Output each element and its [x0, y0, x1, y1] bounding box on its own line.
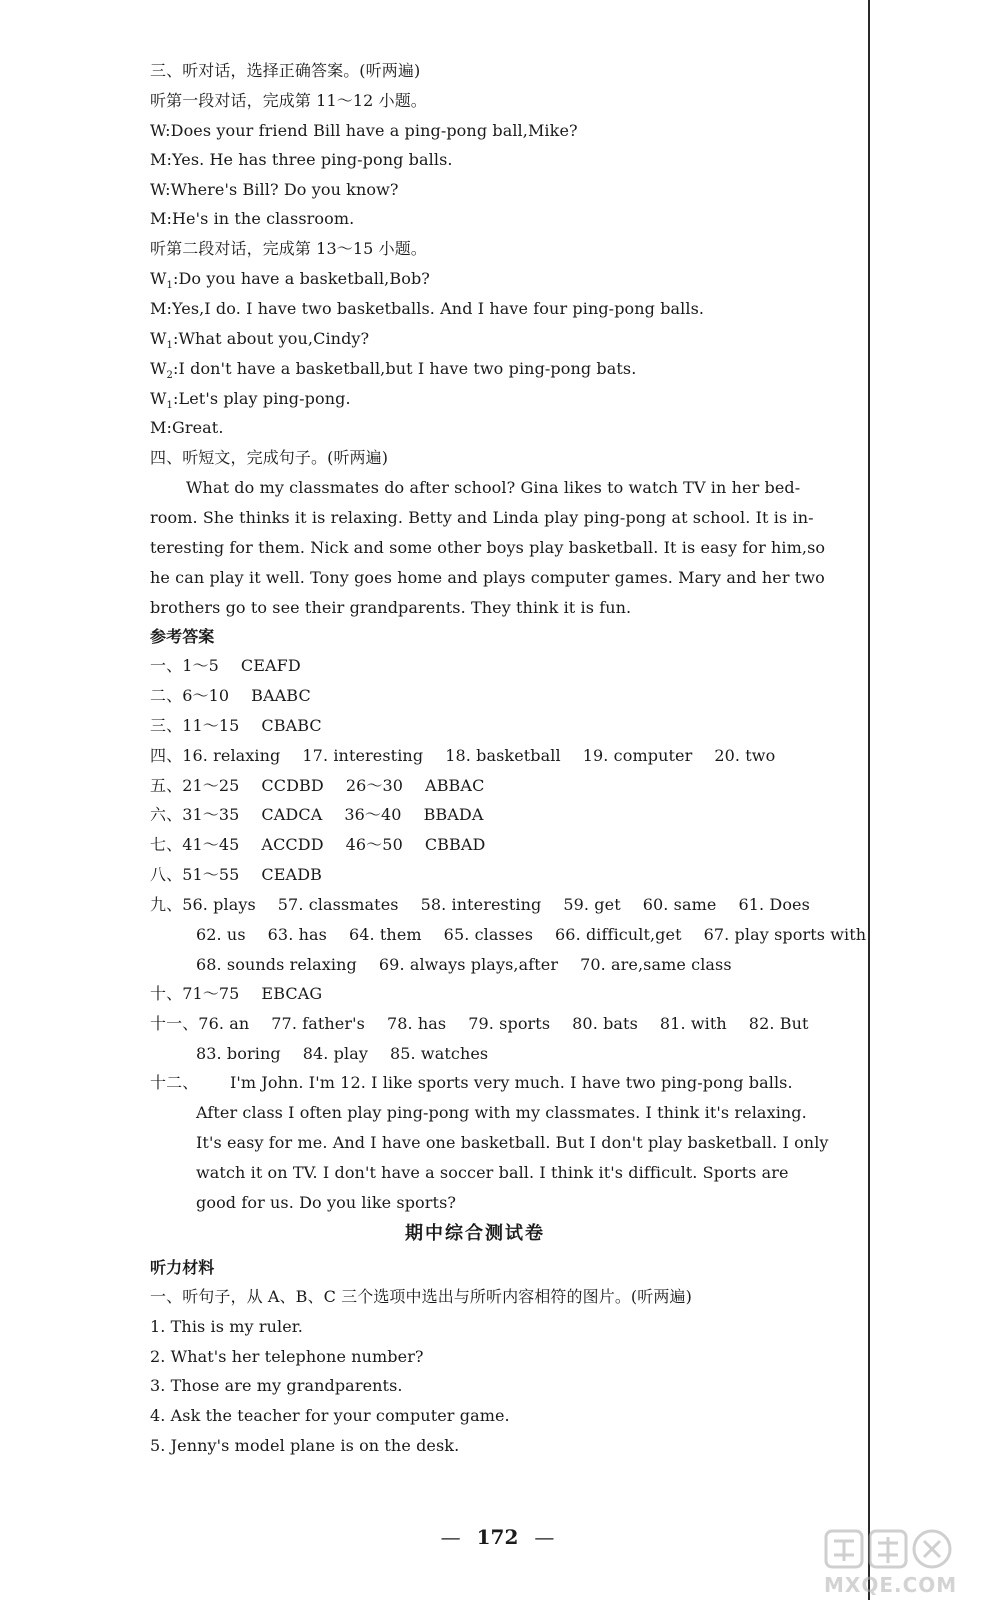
- dialogue2-line: M:Yes,I do. I have two basketballs. And I have four ping-pong balls.: [150, 299, 705, 318]
- midterm-item: 5. Jenny's model plane is on the desk.: [150, 1436, 460, 1455]
- midterm-item: 4. Ask the teacher for your computer game.: [150, 1406, 510, 1425]
- section3-heading: 三、听对话，选择正确答案。(听两遍): [150, 61, 421, 80]
- watermark-icon: [820, 1525, 990, 1575]
- answer-row: 十、71～75 EBCAG: [150, 984, 323, 1003]
- answer-row: 四、16. relaxing 17. interesting 18. basketball 19. computer 20. two: [150, 746, 776, 765]
- answer-row: 68. sounds relaxing 69. always plays,after 70. are,same class: [196, 955, 732, 974]
- dialogue1-intro: 听第一段对话，完成第 11～12 小题。: [150, 91, 427, 110]
- answer-row: 十一、76. an 77. father's 78. has 79. sports 80. bats 81. with 82. But: [150, 1014, 809, 1033]
- midterm-item: 1. This is my ruler.: [150, 1317, 303, 1336]
- midterm-section1-heading: 一、听句子，从 A、B、C 三个选项中选出与所听内容相符的图片。(听两遍): [150, 1287, 692, 1306]
- answer-row: 九、56. plays 57. classmates 58. interesting 59. get 60. same 61. Does: [150, 895, 810, 914]
- page-number: — 172 —: [440, 1525, 555, 1549]
- midterm-item: 3. Those are my grandparents.: [150, 1376, 403, 1395]
- dialogue1-line: M:Yes. He has three ping-pong balls.: [150, 150, 453, 169]
- passage-line: What do my classmates do after school? Gina likes to watch TV in her bed-: [186, 478, 801, 497]
- dialogue1-line: W:Where's Bill? Do you know?: [150, 180, 399, 199]
- answer-row: 三、11～15 CBABC: [150, 716, 322, 735]
- answer-row: 83. boring 84. play 85. watches: [196, 1044, 489, 1063]
- midterm-item: 2. What's her telephone number?: [150, 1347, 424, 1366]
- answer-row: 二、6～10 BAABC: [150, 686, 311, 705]
- dialogue2-line: $W_1:What$ about you,Cindy?: [150, 329, 370, 352]
- passage-line: room. She thinks it is relaxing. Betty and Linda play ping-pong at school. It is in-: [150, 508, 814, 527]
- watermark-logo: [820, 1525, 990, 1600]
- dialogue1-line: W:Does your friend Bill have a ping-pong ball,Mike?: [150, 121, 578, 140]
- essay-line: It's easy for me. And I have one basketball. But I don't play basketball. I only: [196, 1133, 829, 1152]
- answer-row: 八、51～55 CEADB: [150, 865, 322, 884]
- answer-row: 62. us 63. has 64. them 65. classes 66. difficult,get 67. play sports with: [196, 925, 867, 944]
- essay-line: After class I often play ping-pong with my classmates. I think it's relaxing.: [196, 1103, 807, 1122]
- midterm-title: 期中综合测试卷: [405, 1223, 545, 1244]
- dialogue2-intro: 听第二段对话，完成第 13～15 小题。: [150, 239, 427, 258]
- essay-line: good for us. Do you like sports?: [196, 1193, 457, 1212]
- dialogue2-line: $W_1:Do$ you have a basketball,Bob?: [150, 269, 430, 292]
- listening-material-heading: 听力材料: [150, 1258, 215, 1277]
- section4-heading: 四、听短文，完成句子。(听两遍): [150, 448, 389, 467]
- dialogue1-line: M:He's in the classroom.: [150, 209, 355, 228]
- passage-line: brothers go to see their grandparents. They think it is fun.: [150, 598, 632, 617]
- passage-line: teresting for them. Nick and some other boys play basketball. It is easy for him,so: [150, 538, 826, 557]
- essay-line: watch it on TV. I don't have a soccer ball. I think it's difficult. Sports are: [196, 1163, 789, 1182]
- dialogue2-line: M:Great.: [150, 418, 224, 437]
- passage-line: he can play it well. Tony goes home and plays computer games. Mary and her two: [150, 568, 825, 587]
- answers-heading: 参考答案: [150, 627, 215, 646]
- answer-row: 七、41～45 ACCDD 46～50 CBBAD: [150, 835, 486, 854]
- essay-line: I'm John. I'm 12. I like sports very much. I have two ping-pong balls.: [230, 1073, 793, 1092]
- answer-row: 一、1～5 CEAFD: [150, 656, 301, 675]
- page-edge-line: [868, 0, 870, 1600]
- answer-row: 五、21～25 CCDBD 26～30 ABBAC: [150, 776, 485, 795]
- answer-row: 六、31～35 CADCA 36～40 BBADA: [150, 805, 484, 824]
- essay-label: 十二、: [150, 1073, 199, 1092]
- watermark-text: MXQE.COM: [824, 1573, 958, 1597]
- dialogue2-line: $W_2:I$ don't have a basketball,but I have two ping-pong bats.: [150, 359, 637, 382]
- dialogue2-line: $W_1:Let's$ play ping-pong.: [150, 389, 351, 412]
